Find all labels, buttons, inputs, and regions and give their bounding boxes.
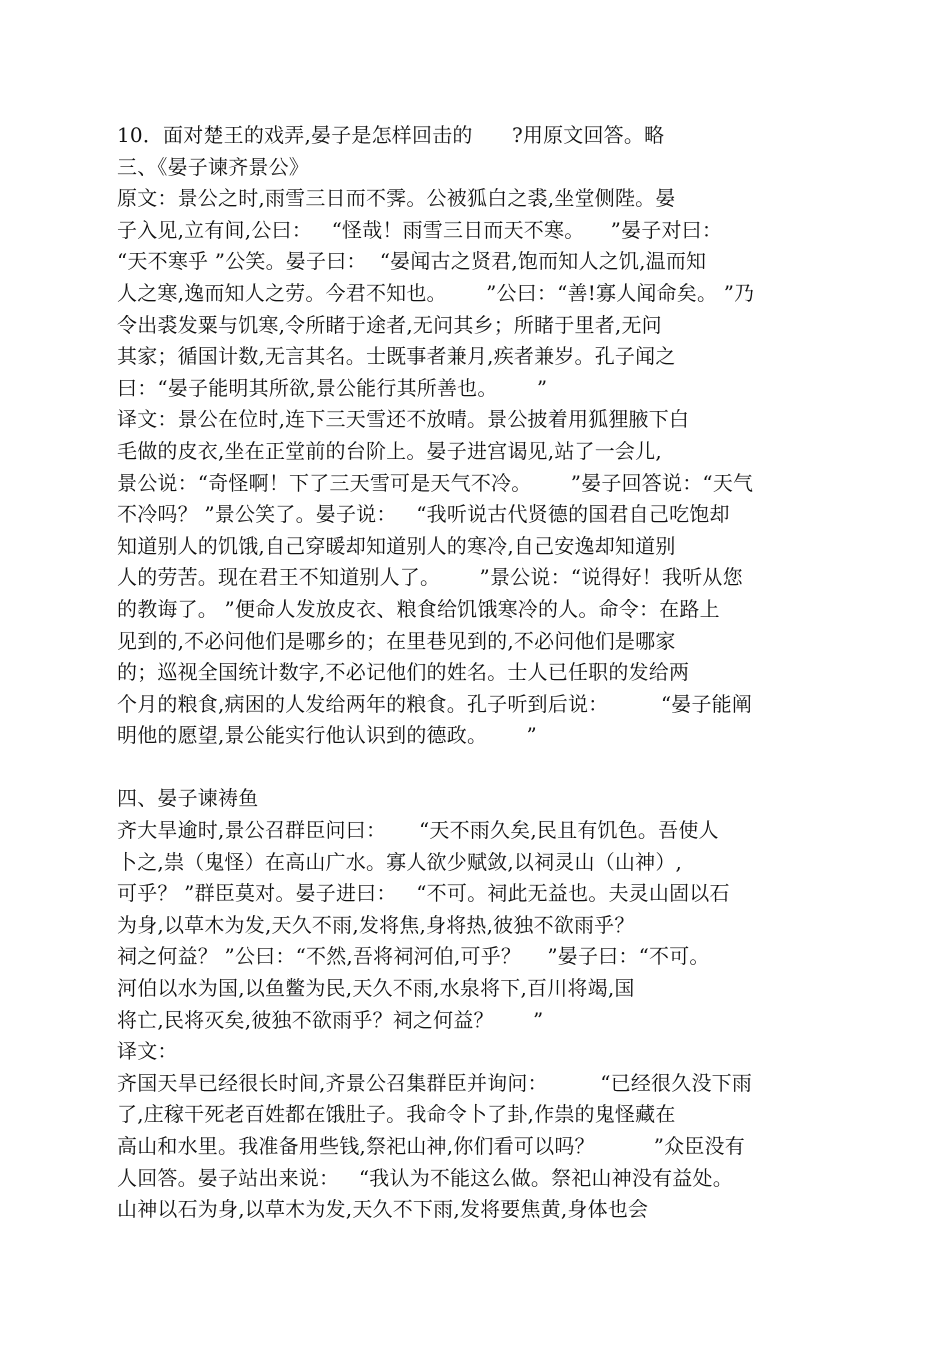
text-line: 了,庄稼干死老百姓都在饿肚子。我命令卜了卦,作祟的鬼怪藏在	[117, 1102, 676, 1127]
text-line: 齐国天旱已经很长时间,齐景公召集群臣并询问： “已经很久没下雨	[117, 1070, 753, 1095]
text-line: 可乎？ ”群臣莫对。晏子进曰： “不可。祠此无益也。夫灵山固以石	[117, 881, 730, 906]
text-line: 原文：景公之时,雨雪三日而不霁。公被狐白之裘,坐堂侧陛。晏	[117, 186, 676, 211]
text-line: 曰：“晏子能明其所欲,景公能行其所善也。 ”	[117, 375, 548, 400]
text-line: 个月的粮食,病困的人发给两年的粮食。孔子听到后说： “晏子能阐	[117, 691, 753, 716]
text-line: 见到的,不必问他们是哪乡的；在里巷见到的,不必问他们是哪家	[117, 628, 676, 653]
text-line: 人的劳苦。现在君王不知道别人了。 ”景公说：“说得好！我听从您	[117, 565, 743, 590]
document-body	[117, 120, 817, 1226]
text-line: 祠之何益？ ”公曰：“不然,吾将祠河伯,可乎？ ”晏子曰：“不可。	[117, 944, 710, 969]
text-line: 其家；循国计数,无言其名。士既事者兼月,疾者兼岁。孔子闻之	[117, 344, 676, 369]
text-line: 令出裘发粟与饥寒,令所睹于途者,无问其乡；所睹于里者,无问	[117, 312, 662, 337]
question-10-line: 10．面对楚王的戏弄,晏子是怎样回击的 ?用原文回答。略	[117, 123, 665, 147]
paragraph-gap	[117, 752, 817, 784]
section-3-heading: 三、《晏子谏齐景公》	[117, 154, 309, 179]
text-line: 毛做的皮衣,坐在正堂前的台阶上。晏子进宫谒见,站了一会儿,	[117, 438, 662, 463]
text-line: 的；巡视全国统计数字,不必记他们的姓名。士人已任职的发给两	[117, 660, 690, 685]
text-line: 译文：景公在位时,连下三天雪还不放晴。景公披着用狐狸腋下白	[117, 407, 690, 432]
text-line: 知道别人的饥饿,自己穿暖却知道别人的寒冷,自己安逸却知道别	[117, 533, 676, 558]
text-line: 人之寒,逸而知人之劳。今君不知也。 ”公曰：“善!寡人闻命矣。 ”乃	[117, 280, 755, 305]
text-line: “天不寒乎 ”公笑。晏子曰： “晏闻古之贤君,饱而知人之饥,温而知	[117, 249, 707, 274]
text-line: 齐大旱逾时,景公召群臣问曰： “天不雨久矣,民且有饥色。吾使人	[117, 818, 719, 843]
text-line: 景公说：“奇怪啊！下了三天雪可是天气不冷。 ”晏子回答说：“天气	[117, 470, 754, 495]
text-line: 的教诲了。 ”便命人发放皮衣、粮食给饥饿寒冷的人。命令：在路上	[117, 596, 720, 621]
text-line: 高山和水里。我准备用些钱,祭祀山神,你们看可以吗？ ”众臣没有	[117, 1134, 745, 1158]
text-line: 为身,以草木为发,天久不雨,发将焦,身将热,彼独不欲雨乎？	[117, 912, 635, 937]
text-line: 将亡,民将灭矣,彼独不欲雨乎？祠之何益？ ”	[117, 1007, 544, 1032]
text-line: 河伯以水为国,以鱼鳖为民,天久不雨,水泉将下,百川将竭,国	[117, 976, 635, 1001]
text-line: 人回答。晏子站出来说： “我认为不能这么做。祭祀山神没有益处。	[117, 1165, 733, 1190]
text-line: 明他的愿望,景公能实行他认识到的德政。 ”	[117, 723, 537, 748]
text-line: 不冷吗？ ”景公笑了。晏子说： “我听说古代贤德的国君自己吃饱却	[117, 502, 730, 527]
section-4-heading: 四、晏子谏祷鱼	[117, 786, 259, 811]
text-line: 山神以石为身,以草木为发,天久不下雨,发将要焦黄,身体也会	[117, 1197, 649, 1222]
text-line: 卜之,祟（鬼怪）在高山广水。寡人欲少赋敛,以祠灵山（山神）,	[117, 849, 683, 874]
text-line: 子入见,立有间,公曰： “怪哉！雨雪三日而天不寒。 ”晏子对曰：	[117, 217, 723, 242]
translation-label: 译文：	[117, 1039, 178, 1064]
